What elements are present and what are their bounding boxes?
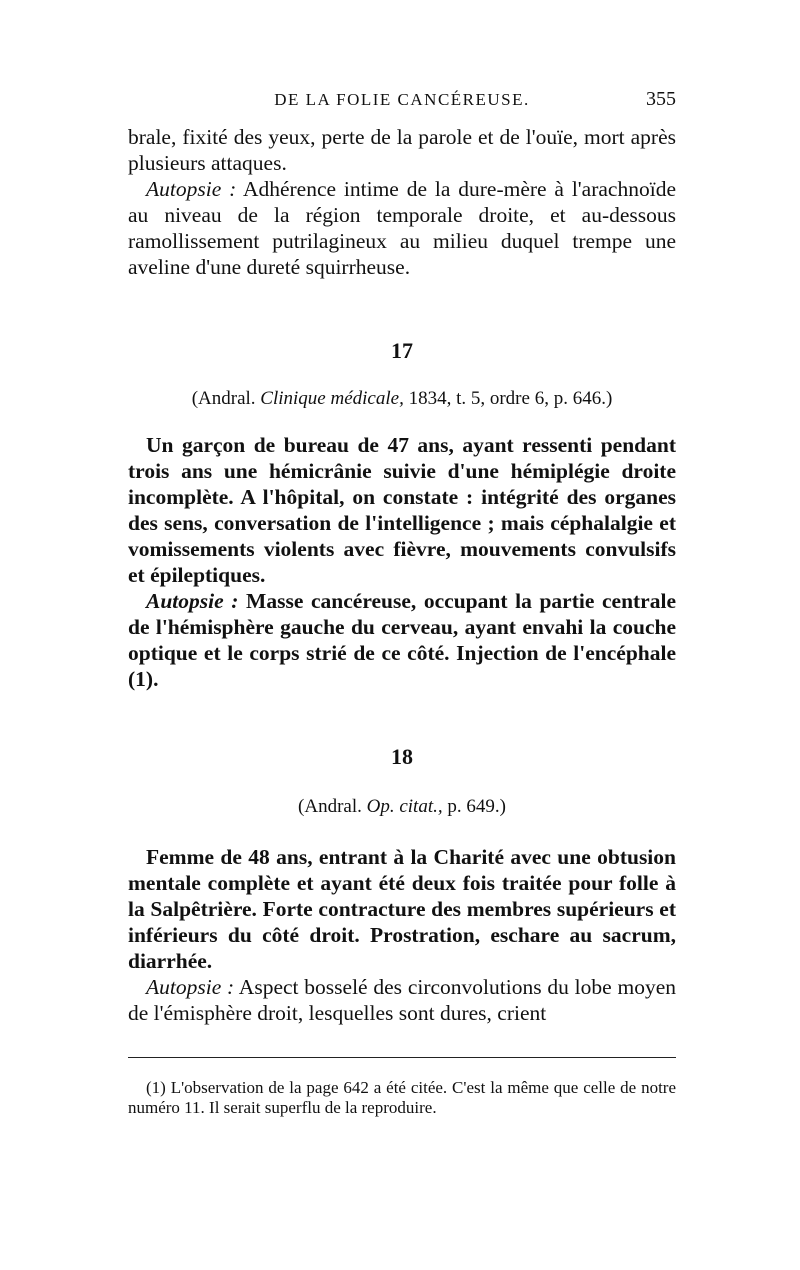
reference-details: 1834, t. 5, ordre 6, p. 646.) [403,388,613,409]
autopsy-label: Autopsie : [146,589,239,613]
observation-17-paragraph: Un garçon de bureau de 47 ans, ayant ressenti pendant trois ans une hémicrânie suivie d'une hémiplégie droite incomplète. A l'hôpital, on constate : intégrité des organes des sens, conversation de l'intelligence ; mais céphalalgie et vomissements violents avec fièvre, mouvements convulsifs et épileptiques. [128,433,676,587]
reference-work: Clinique médicale, [260,388,404,409]
observation-18-section [128,844,676,1026]
observation-18-paragraph: Femme de 48 ans, entrant à la Charité avec une obtusion mentale complète et ayant été deux fois traitée pour folle à la Salpêtrière. Forte contracture des membres supérieurs et inférieurs du côté droit. Prostration, eschare au sacrum, diarrhée. [128,845,676,973]
footnote: (1) L'observation de la page 642 a été citée. C'est la même que celle de notre numéro 11. Il serait superflu de la reproduire. [128,1078,676,1117]
autopsy-label: Autopsie : [146,177,237,201]
autopsy-text: Adhérence intime de la dure-mère à l'arachnoïde au niveau de la région temporale droite, et au-dessous ramollissement putrilagineux au milieu duquel trempe une aveline d'une dureté squirrheuse. [128,177,676,279]
continuation-autopsy-paragraph [128,176,676,280]
observation-17-autopsy-paragraph [128,588,676,692]
footnote-divider [128,1057,676,1058]
page-number: 355 [646,88,676,110]
continuation-section [128,124,676,280]
running-title: DE LA FOLIE CANCÉREUSE. [274,90,530,109]
autopsy-text: Aspect bosselé des circonvolutions du lobe moyen de l'émisphère droit, lesquelles sont dures, crient [128,975,676,1025]
autopsy-text: Masse cancéreuse, occupant la partie centrale de l'hémisphère gauche du cerveau, ayant envahi la couche optique et le corps strié de ce côté. Injection de l'encéphale (1). [128,589,676,691]
observation-17-reference [128,388,676,410]
observation-17-number: 17 [391,338,413,363]
reference-author: (Andral. [191,388,261,409]
autopsy-label: Autopsie : [146,975,235,999]
reference-author: (Andral. [298,796,367,817]
observation-17-section [128,432,676,692]
reference-details: p. 649.) [442,796,506,817]
running-head [128,88,676,114]
continuation-paragraph: brale, fixité des yeux, perte de la parole et de l'ouïe, mort après plusieurs attaques. [128,125,676,175]
observation-18-number: 18 [391,744,413,769]
observation-18-autopsy-paragraph [128,974,676,1026]
observation-18-reference [128,796,676,818]
reference-work: Op. citat., [366,796,443,817]
